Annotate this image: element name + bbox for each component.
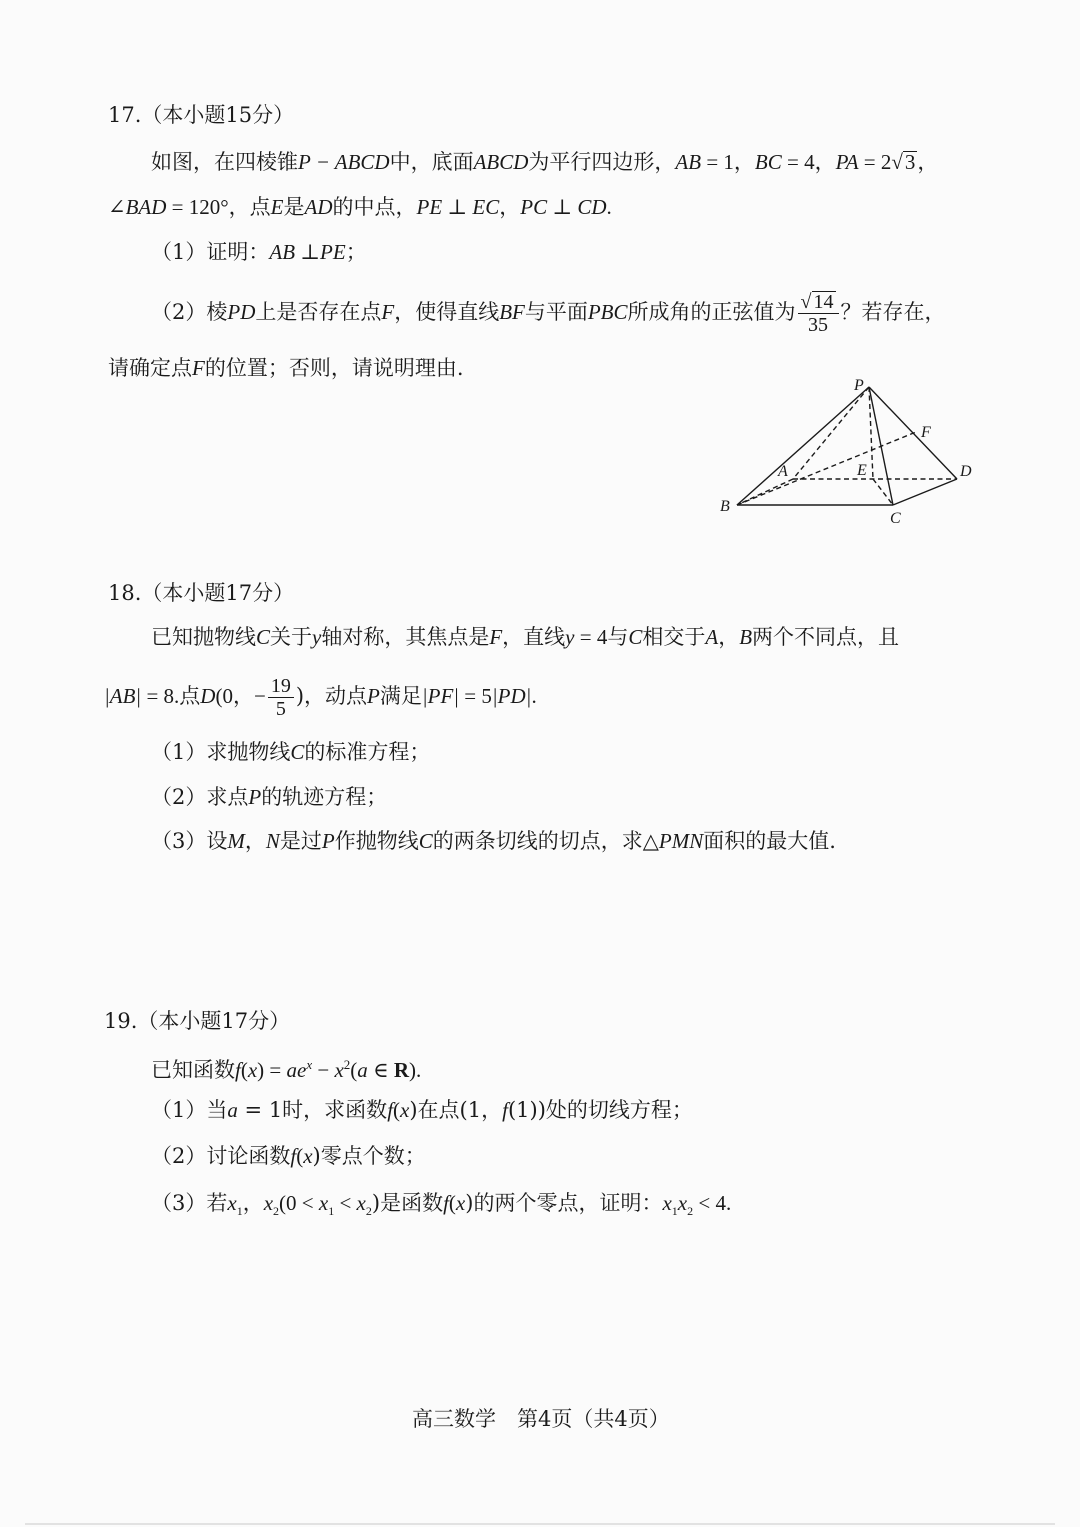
q19-part3: （3）若$x_1$，$x_2(0 < x_1 < x_2)$是函数f(x)的两个零点，证明：$x_1x_2 < 4$. <box>151 1191 732 1219</box>
edge-PB <box>737 387 869 505</box>
q17-part2-continued: 请确定点F的位置；否则，请说明理由. <box>108 356 464 380</box>
fraction-sqrt14-over-35: $\frac{√ 14}{35}$ <box>798 291 839 336</box>
q17-stem-line2: ∠BAD = 120°，点E是AD的中点，PE ⊥ EC，PC ⊥ CD. <box>108 195 612 219</box>
q17-part1: （1）证明：AB ⊥PE； <box>151 240 367 264</box>
q18-part2: （2）求点P的轨迹方程； <box>151 785 388 809</box>
q17-stem-line1: 如图，在四棱锥P − ABCD中，底面ABCD为平行四边形，AB = 1，BC = 4，PA = 2√3， <box>151 150 939 174</box>
q19-stem: 已知函数$f(x) = ae^x - x^2(a$ ∈ R). <box>151 1057 422 1082</box>
label-E: E <box>857 462 867 479</box>
q19-part2: （2）讨论函数f(x)零点个数； <box>151 1144 426 1168</box>
label-A: A <box>778 463 788 480</box>
q17-heading: 17.（本小题15分） <box>108 103 295 127</box>
fraction-19-over-5: $\frac{19}{5}$ <box>268 675 294 720</box>
q18-stem-line2: |AB| = 8.点D(0，− $\frac{19}{5}$ )，动点P满足|PF| = 5|PD|. <box>104 675 537 720</box>
pyramid-figure <box>700 370 1000 530</box>
q17-part2: （2）棱PD上是否存在点F，使得直线BF与平面PBC所成角的正弦值为 $\frac{√ 14}{35}$ ？若存在， <box>151 291 946 336</box>
edge-CD <box>893 479 957 505</box>
q18-part1: （1）求抛物线C的标准方程； <box>151 740 431 764</box>
page-footer: 高三数学 第4页（共4页） <box>412 1407 670 1431</box>
q18-part3: （3）设M，N是过P作抛物线C的两条切线的切点，求△PMN面积的最大值. <box>151 829 836 853</box>
bottom-divider <box>25 1523 1055 1525</box>
edge-BF <box>737 432 916 505</box>
label-P: P <box>854 377 864 394</box>
q19-part1: （1）当a = 1时，求函数f(x)在点(1，f(1))处的切线方程； <box>151 1098 693 1122</box>
sqrt-3: 3 <box>904 150 916 174</box>
label-C: C <box>890 510 901 527</box>
label-B: B <box>720 498 730 515</box>
q18-heading: 18.（本小题17分） <box>108 581 295 605</box>
q19-heading: 19.（本小题17分） <box>104 1009 291 1033</box>
label-F: F <box>921 424 931 441</box>
label-D: D <box>960 463 972 480</box>
q18-stem-line1: 已知抛物线C关于y轴对称，其焦点是F，直线y = 4与C相交于A，B两个不同点，且 <box>151 625 900 649</box>
